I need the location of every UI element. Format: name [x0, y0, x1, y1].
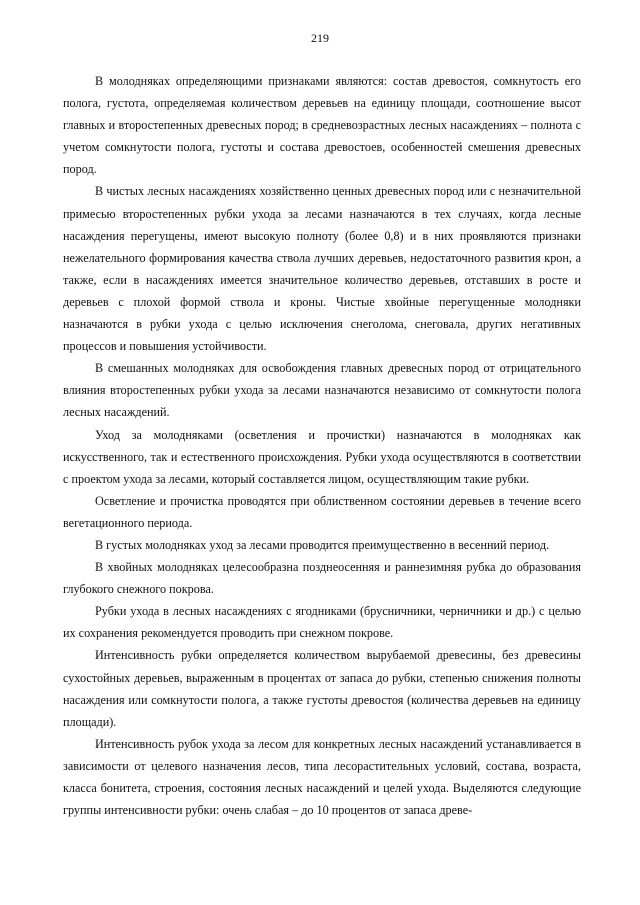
body-text: [63, 70, 581, 821]
paragraph: В чистых лесных насаждениях хозяйственно ценных древесных пород или с незначительной примесью второстепенных рубки ухода за лесами назначаются в тех случаях, когда лесные насаждения перегущены, имеют высокую полноту (более 0,8) и в них проявляются признаки нежелательного формирования качества ствола лучших деревьев, недостаточного развития крон, а также, если в насаждениях имеется значительное количество деревьев, отставших в росте и деревьев с плохой формой ствола и кроны. Чистые хвойные перегущенные молодняки назначаются в рубки ухода с целью исключения снеголома, снеговала, других негативных процессов и повышения устойчивости.: [63, 184, 581, 354]
paragraph: Осветление и прочистка проводятся при облиственном состоянии деревьев в течение всего вегетационного периода.: [63, 493, 581, 530]
paragraph: Интенсивность рубок ухода за лесом для конкретных лесных насаждений устанавливается в зависимости от целевого назначения лесов, типа лесорастительных условий, состава, возраста, класса бонитета, строения, состояния лесных насаждений и целей ухода. Выделяются следующие группы интенсивности рубки: очень слабая – до 10 процентов от запаса древе-: [63, 736, 581, 818]
paragraph: В густых молодняках уход за лесами проводится преимущественно в весенний период.: [95, 537, 550, 552]
paragraph: В хвойных молодняках целесообразна позднеосенняя и раннезимняя рубка до образования глубокого снежного покрова.: [63, 560, 581, 597]
paragraph: Рубки ухода в лесных насаждениях с ягодниками (брусничники, черничники и др.) с целью их сохранения рекомендуется проводить при снежном покрове.: [63, 604, 581, 641]
page-number: 219: [311, 31, 329, 45]
paragraph: Интенсивность рубки определяется количеством вырубаемой древесины, без древесины сухостойных деревьев, выраженным в процентах от запаса до рубки, степенью снижения полноты насаждения или сомкнутости полога, а также густоты древостоя (количества деревьев на единицу площади).: [63, 648, 581, 729]
paragraph: В смешанных молодняках для освобождения главных древесных пород от отрицательного влияния второстепенных рубки ухода за лесами назначаются независимо от сомкнутости полога лесных насаждений.: [63, 361, 581, 420]
paragraph: Уход за молодняками (осветления и прочистки) назначаются в молодняках как искусственного, так и естественного происхождения. Рубки ухода осуществляются в соответствии с проектом ухода за лесами, который составляется лицом, осуществляющим такие рубки.: [63, 427, 581, 486]
paragraph: В молодняках определяющими признаками являются: состав древостоя, сомкнутость его полога, густота, определяемая количеством деревьев на единицу площади, соотношение высот главных и второстепенных древесных пород; в средневозрастных лесных насаждениях – полнота с учетом сомкнутости полога, густоты и состава древостоев, особенностей смешения древесных пород.: [63, 74, 581, 177]
